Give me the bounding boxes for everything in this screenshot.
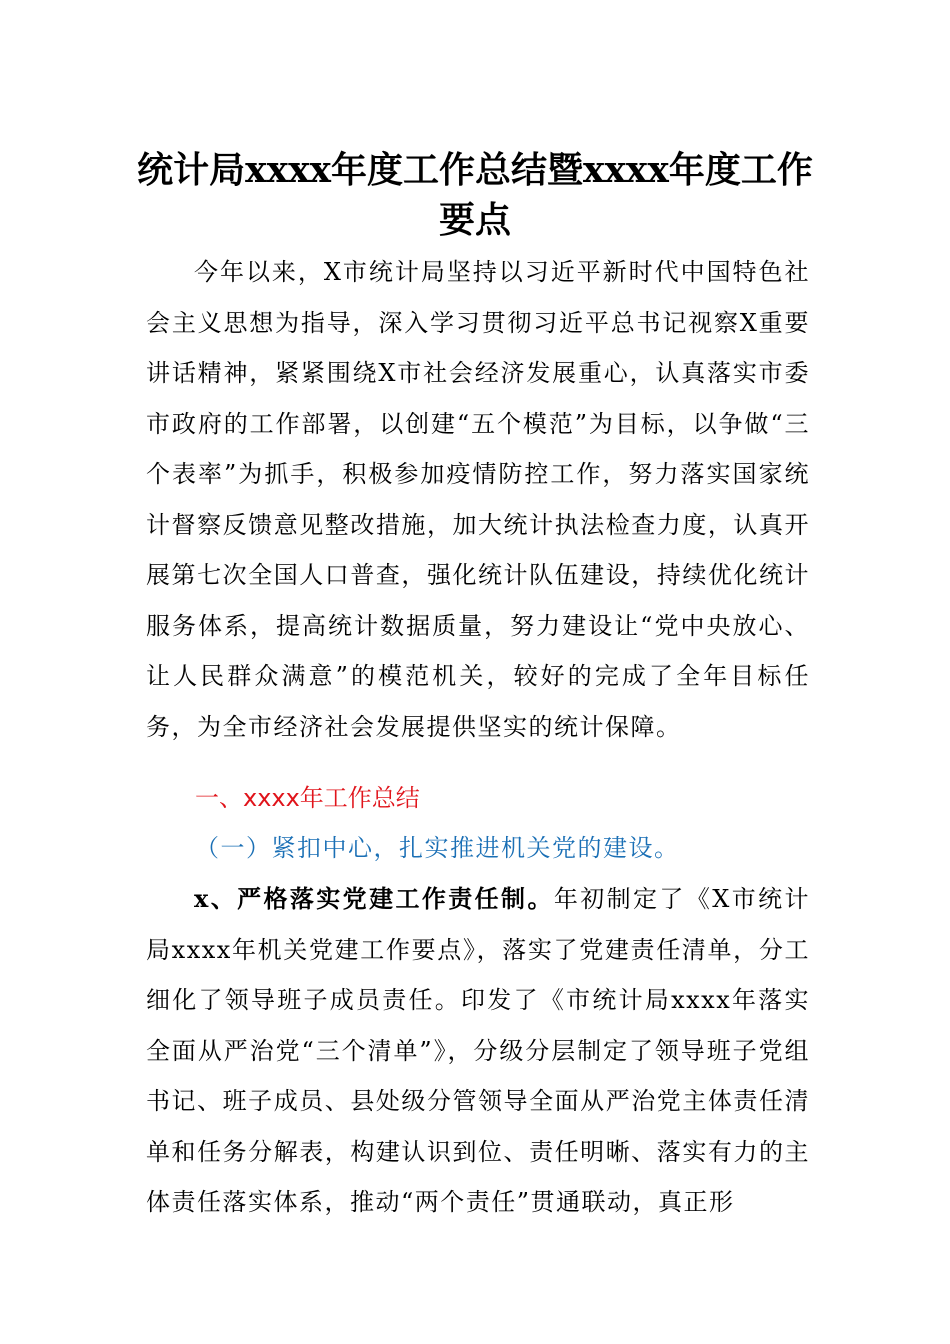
- section-heading: 一、xxxx年工作总结: [195, 784, 420, 812]
- subsection-heading: （一）紧扣中心，扎实推进机关党的建设。: [195, 834, 680, 862]
- intro-paragraph: 今年以来，X市统计局坚持以习近平新时代中国特色社会主义思想为指导，深入学习贯彻习近平总书记视察X重要讲话精神，紧紧围绕X市社会经济发展重心，认真落实市委市政府的工作部署，以创建“五个模范”为目标，以争做“三个表率”为抓手，积极参加疫情防控工作，努力落实国家统计督察反馈意见整改措施，加大统计执法检查力度，认真开展第七次全国人口普查，强化统计队伍建设，持续优化统计服务体系，提高统计数据质量，努力建设让“党中央放心、让人民群众满意”的模范机关，较好的完成了全年目标任务，为全市经济社会发展提供坚实的统计保障。: [146, 258, 810, 741]
- item-lead: x、严格落实党建工作责任制。: [194, 884, 554, 913]
- document-title: 统计局xxxx年度工作总结暨xxxx年度工作要点: [137, 149, 813, 241]
- item-body: 年初制定了《X市统计局xxxx年机关党建工作要点》，落实了党建责任清单，分工细化了领导班子成员责任。印发了《市统计局xxxx年落实全面从严治党“三个清单”》，分级分层制定了领导班子党组书记、班子成员、县处级分管领导全面从严治党主体责任清单和任务分解表，构建认识到位、责任明晰、落实有力的主体责任落实体系，推动“两个责任”贯通联动，真正形: [146, 885, 810, 1216]
- item-paragraph: [146, 874, 810, 1228]
